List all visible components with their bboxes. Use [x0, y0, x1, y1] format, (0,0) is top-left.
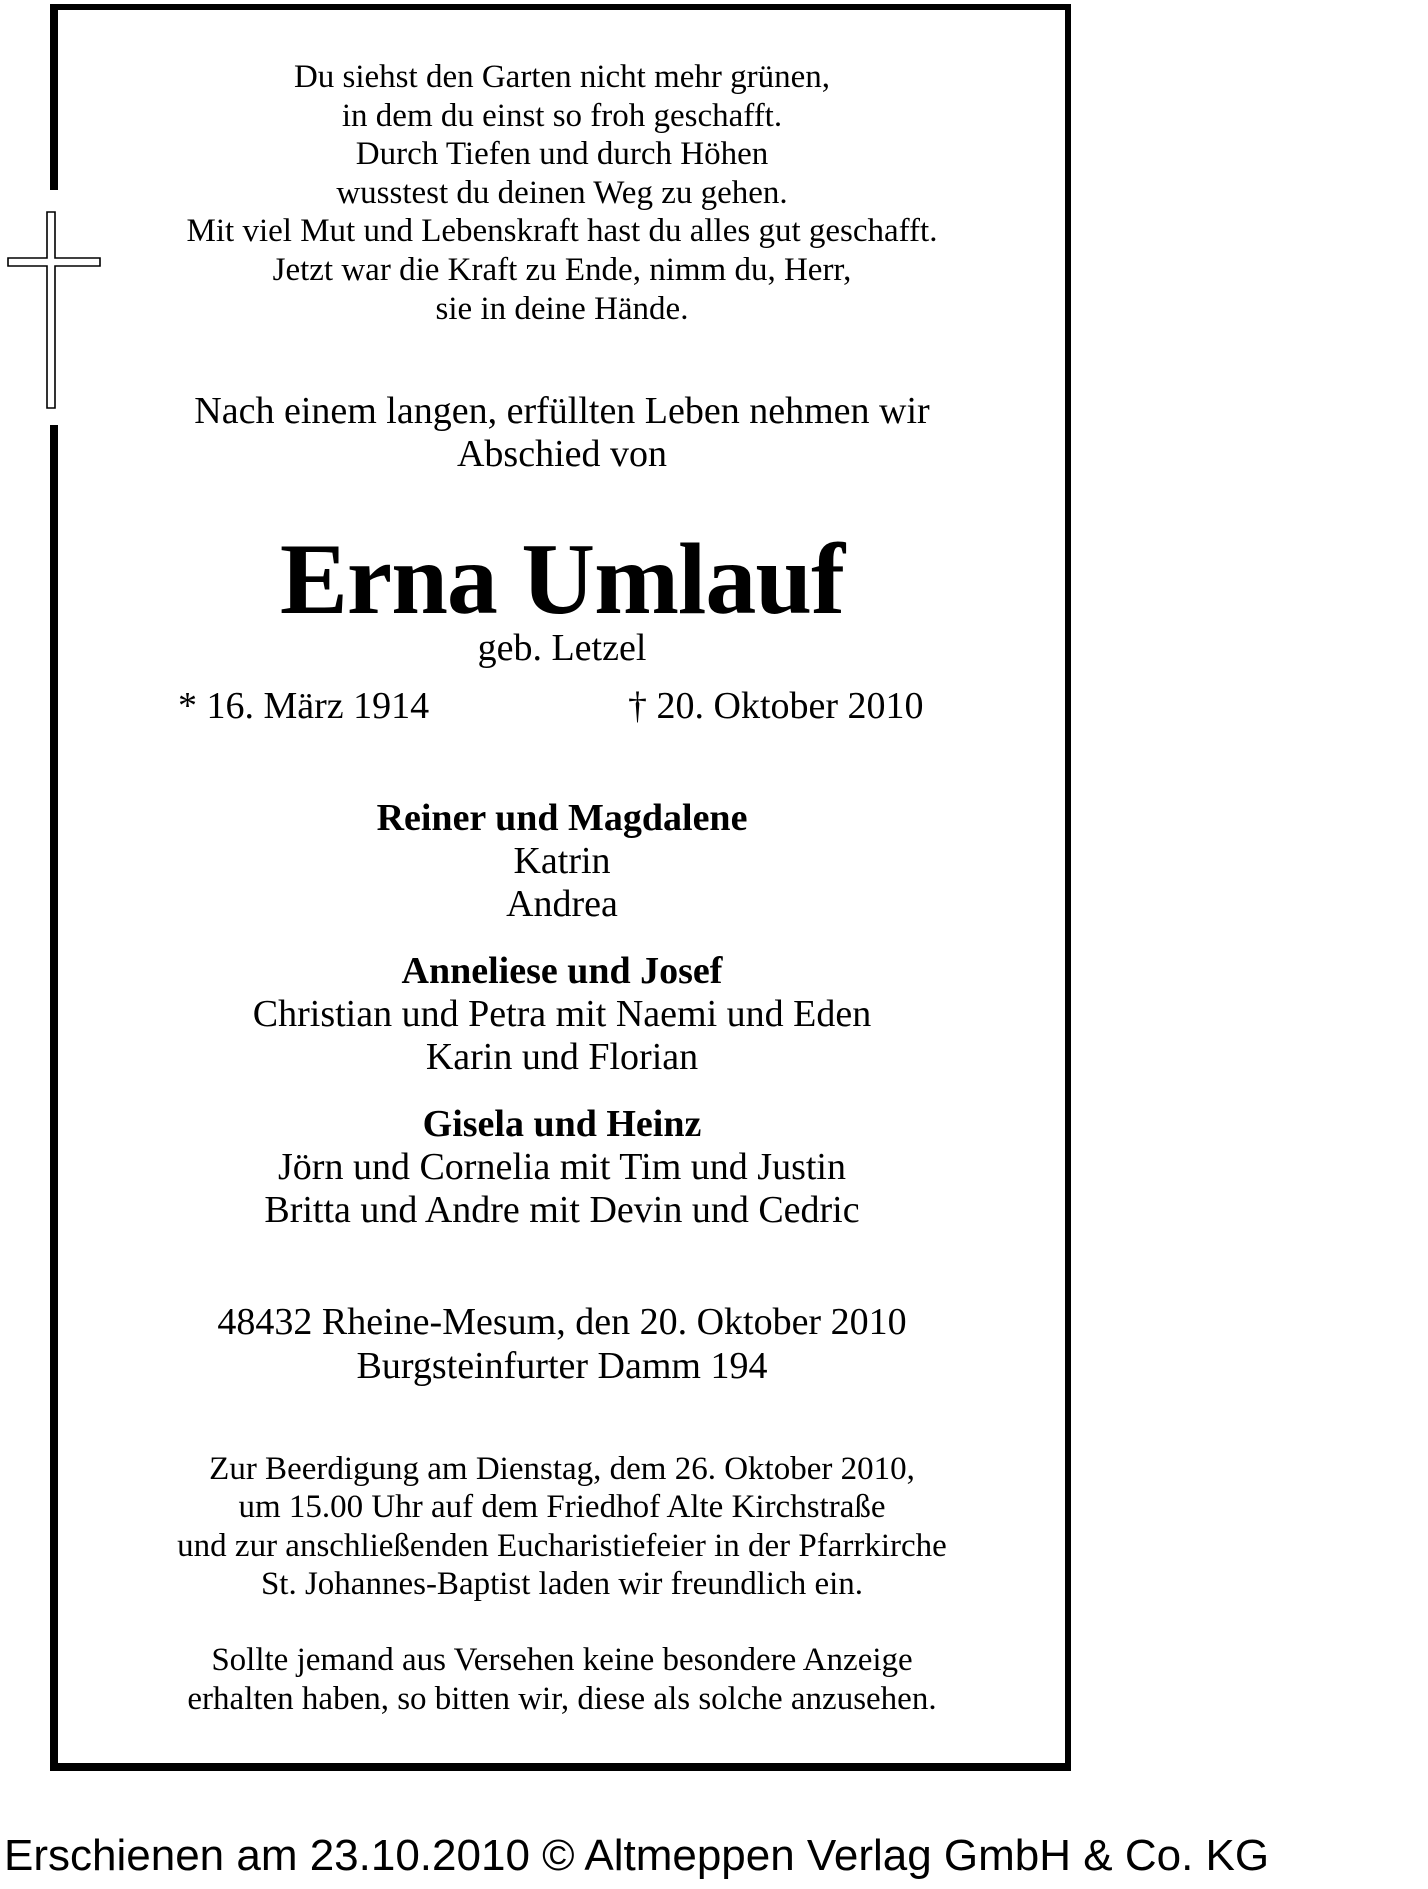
poem-line: Jetzt war die Kraft zu Ende, nimm du, Herr,: [272, 251, 852, 288]
place-and-address: [100, 1300, 1024, 1388]
funeral-line: Zur Beerdigung am Dienstag, dem 26. Oktober 2010,: [209, 1451, 915, 1487]
funeral-notice: [100, 1450, 1024, 1604]
cross-icon: [6, 210, 102, 410]
maiden-name: geb. Letzel: [477, 627, 647, 669]
poem-line: sie in deine Hände.: [435, 290, 689, 327]
address-line: Burgsteinfurter Damm 194: [356, 1345, 768, 1387]
poem-line: wusstest du deinen Weg zu gehen.: [336, 174, 788, 211]
intro-line: Abschied von: [456, 433, 668, 475]
family-group: [100, 950, 1024, 1079]
birth-date: * 16. März 1914: [178, 685, 430, 727]
poem-line: Du siehst den Garten nicht mehr grünen,: [293, 59, 831, 95]
family-group: [100, 797, 1024, 926]
family-member: Andrea: [506, 883, 618, 925]
family-member: Christian und Petra mit Naemi und Eden: [252, 993, 872, 1035]
family-member: Britta und Andre mit Devin und Cedric: [264, 1189, 860, 1231]
family-heading: Anneliese und Josef: [401, 950, 723, 992]
poem-line: in dem du einst so froh geschafft.: [341, 97, 783, 134]
publication-footer: Erschienen am 23.10.2010 © Altmeppen Verlag GmbH & Co. KG: [4, 1831, 1270, 1880]
intro-line: Nach einem langen, erfüllten Leben nehmen wir: [194, 390, 930, 432]
funeral-line: und zur anschließenden Eucharistiefeier in der Pfarrkirche: [177, 1527, 947, 1564]
note-line: erhalten haben, so bitten wir, diese als solche anzusehen.: [187, 1681, 937, 1717]
family-member: Jörn und Cornelia mit Tim und Justin: [278, 1146, 846, 1188]
family-heading: Reiner und Magdalene: [376, 797, 748, 839]
family-member: Katrin: [513, 840, 611, 882]
family-member: Karin und Florian: [425, 1036, 699, 1078]
memorial-poem: [100, 58, 1024, 328]
poem-line: Mit viel Mut und Lebenskraft hast du alles gut geschafft.: [186, 213, 938, 250]
deceased-name: Erna Umlauf: [279, 523, 845, 636]
poem-line: Durch Tiefen und durch Höhen: [355, 136, 769, 173]
notice-remark: [100, 1641, 1024, 1719]
note-line: Sollte jemand aus Versehen keine besondere Anzeige: [211, 1642, 913, 1678]
farewell-intro: [100, 390, 1024, 476]
death-date: † 20. Oktober 2010: [628, 685, 924, 727]
funeral-line: St. Johannes-Baptist laden wir freundlich ein.: [260, 1566, 864, 1603]
funeral-line: um 15.00 Uhr auf dem Friedhof Alte Kirchstraße: [238, 1489, 886, 1526]
family-group: [100, 1103, 1024, 1232]
place-date-line: 48432 Rheine-Mesum, den 20. Oktober 2010: [217, 1301, 907, 1343]
family-heading: Gisela und Heinz: [422, 1103, 702, 1145]
